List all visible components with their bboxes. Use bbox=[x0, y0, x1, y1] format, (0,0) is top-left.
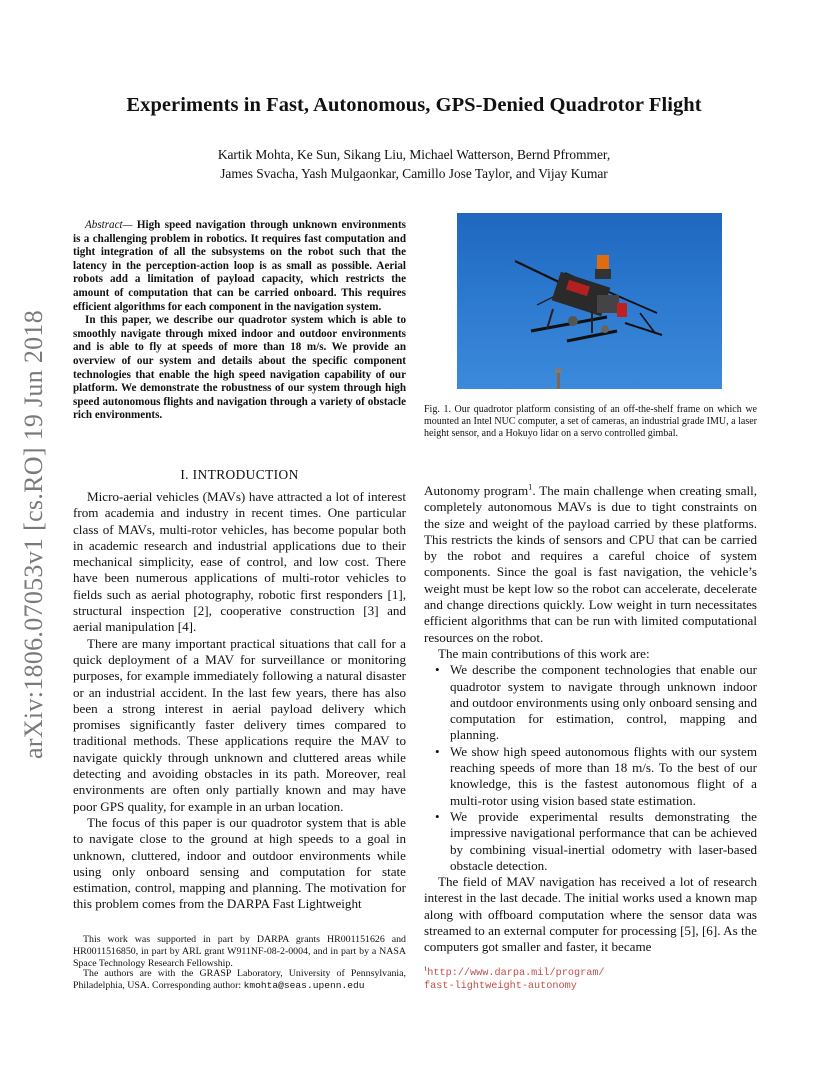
affiliation-text bbox=[73, 968, 406, 992]
footnote-marker[interactable]: 1 bbox=[528, 481, 533, 492]
intro-paragraph-3: The focus of this paper is our quadrotor system that is able to navigate close to the ground at high speeds to a goal in unknown, cluttered, indoor and outdoor environments while using only onboard sensing and computation for state estimation, control, mapping and planning. The motivation for this problem comes from the DARPA Fast Lightweight bbox=[73, 814, 406, 912]
url-line-1 bbox=[424, 967, 757, 981]
quadrotor-illustration bbox=[457, 213, 722, 389]
quadrotor-photo bbox=[457, 213, 722, 389]
funding-text: This work was supported in part by DARPA grants HR001151626 and HR0011516850, in part by ARL grant W911NF-08-2-0004, and in part by a NASA Space Technology Research Fellowship. bbox=[73, 934, 406, 969]
abstract-lead: Abstract— bbox=[85, 219, 133, 231]
right-column-body bbox=[424, 483, 757, 956]
abstract-text-1: High speed navigation through unknown environments is a challenging problem in robotics. It requires fast computation and tight integration of all the subsystems on the robot such that the latency in the perception-action loop is as small as possible. Aerial robots add a limitation of payload capacity, which restricts the amount of computation that can be carried onboard. This requires efficient algorithms for each component in the navigation system. bbox=[73, 219, 406, 313]
figure-caption: Fig. 1. Our quadrotor platform consisting of an off-the-shelf frame on which we mounted an Intel NUC computer, a set of cameras, an industrial grade IMU, a laser height sensor, and a Hokuyo lidar on a servo controlled gimbal. bbox=[424, 404, 757, 440]
intro-paragraph-4-start: Autonomy program bbox=[424, 483, 529, 498]
affiliation-line: The authors are with the GRASP Laboratory, University of Pennsylvania, Philadelphia, USA. Corresponding author: bbox=[73, 968, 406, 991]
contributions-list bbox=[424, 662, 757, 874]
url-footnote-marker: 1 bbox=[424, 965, 428, 973]
contributions-intro: The main contributions of this work are: bbox=[438, 645, 650, 661]
left-column-body bbox=[73, 489, 406, 913]
list-item: • We describe the component technologies that enable our quadrotor system to navigate through unknown indoor and outdoor environments using only onboard sensing and computation for estimation, control, mapping and planning. bbox=[450, 662, 757, 743]
list-item: • We provide experimental results demonstrating the impressive navigational performance that can be achieved by combining visual-inertial odometry with laser-based obstacle detection. bbox=[450, 809, 757, 874]
author-line-1: Kartik Mohta, Ke Sun, Sikang Liu, Michael Watterson, Bernd Pfrommer, bbox=[217, 147, 611, 162]
corresponding-email[interactable]: kmohta@seas.upenn.edu bbox=[243, 979, 365, 991]
intro-paragraph-1: Micro-aerial vehicles (MAVs) have attracted a lot of interest from academia and industry in recent times. One particular class of MAVs, multi-rotor vehicles, has become popular both in academic research and industrial applications due to their mechanical simplicity, ease of control, and low cost. There have been numerous applications of multi-rotor vehicles to fields such as aerial photography, robotic first responders [1], structural inspection [2], cooperative construction [3] and aerial manipulation [4]. bbox=[73, 489, 406, 635]
intro-paragraph-4 bbox=[424, 483, 757, 646]
author-list bbox=[0, 145, 828, 183]
url-footnote bbox=[424, 967, 757, 993]
intro-paragraph-4-rest: . The main challenge when creating small, completely autonomous MAVs is due to tight constraints on the size and weight of the payload carried by these platforms. This restricts the kinds of sensors and CPU that can be carried by the robot and requires a careful choice of system components. Since the goal is fast navigation, the vehicle’s weight must be kept low so the robot can accelerate, decelerate and change directions quickly. Low weight in turn necessitates efficient algorithms that can be run with limited computational resources on the robot. bbox=[424, 483, 757, 645]
arxiv-identifier[interactable]: arXiv:1806.07053v1 [cs.RO] 19 Jun 2018 bbox=[19, 309, 48, 759]
intro-paragraph-2: There are many important practical situations that call for a quick deployment of a MAV for surveillance or monitoring purposes, for example immediately following a natural disaster or an industrial accident. In the last few years, there has also been a strong interest in aerial payload delivery which promises significantly faster delivery times compared to traditional methods. These applications require the MAV to navigate quickly through unknown and cluttered areas while detecting and avoiding obstacles in its path. Moreover, real environments are often only partially known and may have poor GPS quality, for example in an urban location. bbox=[73, 635, 406, 814]
funding-footnote bbox=[73, 934, 406, 969]
author-line-2: James Svacha, Yash Mulgaonkar, Camillo Jose Taylor, and Vijay Kumar bbox=[220, 166, 608, 181]
darpa-link-part-1[interactable]: http://www.darpa.mil/program/ bbox=[427, 968, 605, 979]
abstract bbox=[73, 219, 406, 423]
section-heading-introduction: I. INTRODUCTION bbox=[180, 467, 299, 482]
affiliation-footnote bbox=[73, 968, 406, 992]
list-item: • We show high speed autonomous flights with our system reaching speeds of more than 18 m/s. To the best of our knowledge, this is the fastest autonomous flight of a multi-rotor using vision based state estimation. bbox=[450, 744, 757, 809]
intro-paragraph-5: The field of MAV navigation has received a lot of research interest in the last decade. The initial works used a known map along with offboard computation where the sensor data was streamed to an external computer for processing [5], [6]. As the computers got smaller and faster, it became bbox=[424, 874, 757, 955]
abstract-paragraph-2: In this paper, we describe our quadrotor system which is able to smoothly navigate through mixed indoor and outdoor environments and is able to fly at speeds of more than 18 m/s. We provide an overview of our system and details about the specific component technologies that enable the high speed navigation capability of our platform. We demonstrate the robustness of our system through high speed autonomous flights and navigation through a variety of obstacle rich environments. bbox=[73, 314, 406, 422]
abstract-paragraph-1 bbox=[73, 219, 406, 314]
darpa-link-part-2[interactable]: fast-lightweight-autonomy bbox=[424, 980, 577, 992]
paper-title: Experiments in Fast, Autonomous, GPS-Denied Quadrotor Flight bbox=[126, 94, 702, 116]
